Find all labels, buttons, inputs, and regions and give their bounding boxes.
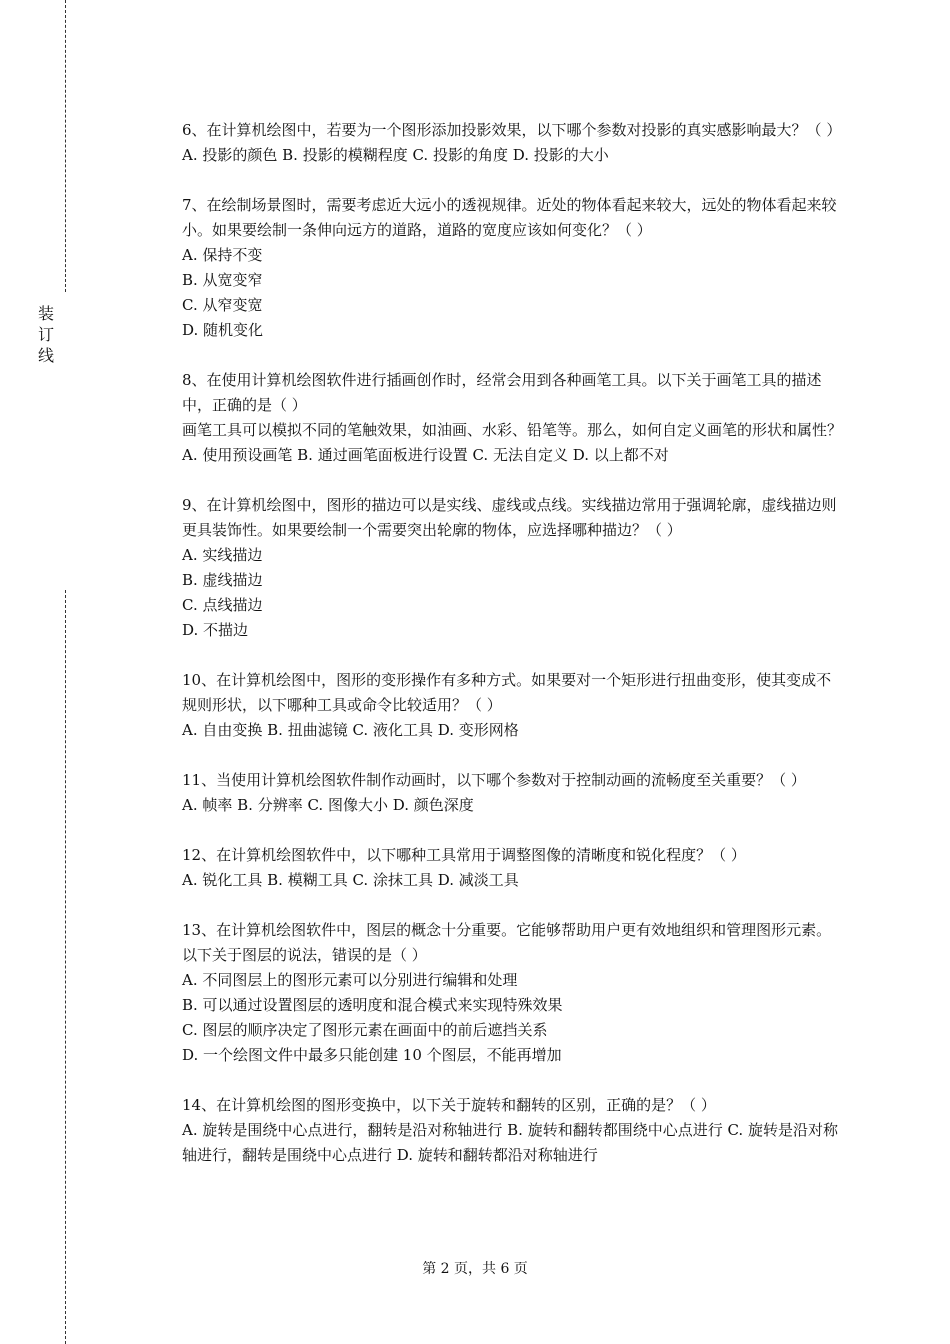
question-9 xyxy=(182,493,842,643)
question-6 xyxy=(182,118,842,168)
binding-label-char: 订 xyxy=(37,325,54,344)
question-stem: 10、在计算机绘图中，图形的变形操作有多种方式。如果要对一个矩形进行扭曲变形，使其变成不规则形状，以下哪种工具或命令比较适用？（ ） xyxy=(182,671,832,714)
question-stem: 8、在使用计算机绘图软件进行插画创作时，经常会用到各种画笔工具。以下关于画笔工具的描述中，正确的是（ ） xyxy=(182,371,822,414)
question-options: A. 锐化工具 B. 模糊工具 C. 涂抹工具 D. 减淡工具 xyxy=(182,871,519,889)
question-options: A. 自由变换 B. 扭曲滤镜 C. 液化工具 D. 变形网格 xyxy=(182,721,519,739)
question-11 xyxy=(182,768,842,818)
option-a: A. 不同图层上的图形元素可以分别进行编辑和处理 xyxy=(182,971,518,989)
binding-line-top xyxy=(65,0,66,292)
binding-line-bottom xyxy=(65,590,66,1344)
question-14 xyxy=(182,1093,842,1168)
question-stem: 14、在计算机绘图的图形变换中，以下关于旋转和翻转的区别，正确的是？（ ） xyxy=(182,1096,716,1114)
question-12 xyxy=(182,843,842,893)
question-8 xyxy=(182,368,842,468)
binding-label-char: 线 xyxy=(37,346,54,365)
option-c: C. 点线描边 xyxy=(182,596,263,614)
option-a: A. 实线描边 xyxy=(182,546,263,564)
question-7 xyxy=(182,193,842,343)
option-d: D. 不描边 xyxy=(182,621,249,639)
option-d: D. 一个绘图文件中最多只能创建 10 个图层，不能再增加 xyxy=(182,1046,562,1064)
question-options: A. 帧率 B. 分辨率 C. 图像大小 D. 颜色深度 xyxy=(182,796,474,814)
option-b: B. 从宽变窄 xyxy=(182,271,263,289)
question-context: 画笔工具可以模拟不同的笔触效果，如油画、水彩、铅笔等。那么，如何自定义画笔的形状和属性？ xyxy=(182,421,843,439)
option-c: C. 图层的顺序决定了图形元素在画面中的前后遮挡关系 xyxy=(182,1021,548,1039)
binding-label-char: 装 xyxy=(37,304,54,323)
question-stem: 9、在计算机绘图中，图形的描边可以是实线、虚线或点线。实线描边常用于强调轮廓，虚线描边则更具装饰性。如果要绘制一个需要突出轮廓的物体，应选择哪种描边？（ ） xyxy=(182,496,837,539)
option-b: B. 虚线描边 xyxy=(182,571,263,589)
question-stem: 6、在计算机绘图中，若要为一个图形添加投影效果，以下哪个参数对投影的真实感影响最大？（ ） xyxy=(182,121,842,139)
question-options: A. 投影的颜色 B. 投影的模糊程度 C. 投影的角度 D. 投影的大小 xyxy=(182,146,609,164)
question-stem: 12、在计算机绘图软件中，以下哪种工具常用于调整图像的清晰度和锐化程度？（ ） xyxy=(182,846,746,864)
question-stem: 11、当使用计算机绘图软件制作动画时，以下哪个参数对于控制动画的流畅度至关重要？（ ） xyxy=(182,771,806,789)
question-options: A. 使用预设画笔 B. 通过画笔面板进行设置 C. 无法自定义 D. 以上都不对 xyxy=(182,446,669,464)
option-b: B. 可以通过设置图层的透明度和混合模式来实现特殊效果 xyxy=(182,996,563,1014)
page-footer: 第 2 页，共 6 页 xyxy=(422,1261,528,1277)
question-13 xyxy=(182,918,842,1068)
question-stem: 13、在计算机绘图软件中，图层的概念十分重要。它能够帮助用户更有效地组织和管理图形元素。以下关于图层的说法，错误的是（ ） xyxy=(182,921,832,964)
option-a: A. 保持不变 xyxy=(182,246,263,264)
question-options: A. 旋转是围绕中心点进行，翻转是沿对称轴进行 B. 旋转和翻转都围绕中心点进行 C. 旋转是沿对称轴进行，翻转是围绕中心点进行 D. 旋转和翻转都沿对称轴进行 xyxy=(182,1121,838,1164)
binding-label xyxy=(36,303,56,366)
option-c: C. 从窄变宽 xyxy=(182,296,263,314)
question-stem: 7、在绘制场景图时，需要考虑近大远小的透视规律。近处的物体看起来较大，远处的物体看起来较小。如果要绘制一条伸向远方的道路，道路的宽度应该如何变化？（ ） xyxy=(182,196,837,239)
option-d: D. 随机变化 xyxy=(182,321,264,339)
question-10 xyxy=(182,668,842,743)
question-list xyxy=(182,118,842,1193)
